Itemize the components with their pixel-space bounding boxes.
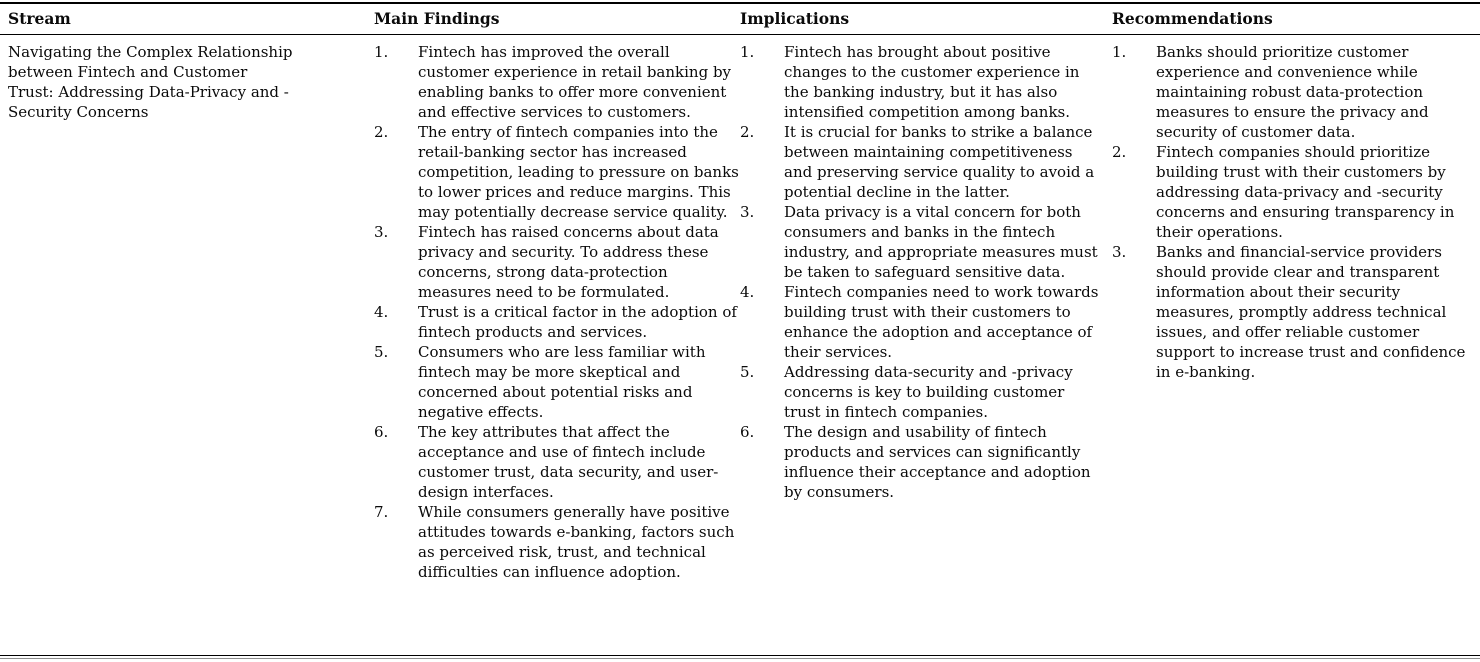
table-bottom-rule (0, 655, 1480, 659)
list-item (740, 282, 1112, 362)
item-text: Fintech has improved the overall customer experience in retail banking by enabling banks to offer more convenient and effective services to customers. (418, 43, 732, 121)
item-text: Consumers who are less familiar with fintech may be more skeptical and concerned about potential risks and negative effects. (418, 343, 706, 421)
item-text: Fintech has raised concerns about data privacy and security. To address these concerns, strong data-protection measures need to be formulated. (418, 223, 719, 301)
item-text: Banks should prioritize customer experience and convenience while maintaining robust data-protection measures to ensure the privacy and security of customer data. (1156, 43, 1429, 141)
recommendations-cell (1112, 35, 1480, 382)
item-number: 4. (740, 283, 755, 301)
list-item (1112, 42, 1480, 142)
stream-title: Navigating the Complex Relationship between Fintech and Customer Trust: Addressing Data-Privacy and -Security Concerns (8, 43, 293, 121)
list-item (374, 422, 740, 502)
list-item (740, 122, 1112, 202)
item-text: Data privacy is a vital concern for both consumers and banks in the fintech industry, and appropriate measures must be taken to safeguard sensitive data. (784, 203, 1098, 281)
list-item (740, 42, 1112, 122)
item-number: 3. (374, 223, 389, 241)
table-body-row (0, 35, 1480, 655)
column-header-implications: Implications (740, 9, 850, 28)
column-header-stream: Stream (8, 9, 71, 28)
item-text: The key attributes that affect the acceptance and use of fintech include customer trust, data security, and user-design interfaces. (418, 423, 719, 501)
list-item (374, 42, 740, 122)
item-text: The design and usability of fintech products and services can significantly influence their acceptance and adoption by consumers. (784, 423, 1091, 501)
stream-cell (0, 35, 374, 122)
item-text: The entry of fintech companies into the retail-banking sector has increased competition, leading to pressure on banks to lower prices and reduce margins. This may potentially decrease service quality. (418, 123, 739, 221)
item-number: 5. (740, 363, 755, 381)
item-number: 2. (1112, 143, 1127, 161)
item-number: 6. (374, 423, 389, 441)
column-header-main-findings: Main Findings (374, 9, 500, 28)
item-number: 2. (740, 123, 755, 141)
column-header-recommendations: Recommendations (1112, 9, 1273, 28)
list-item (374, 342, 740, 422)
list-item (740, 202, 1112, 282)
item-number: 7. (374, 503, 389, 521)
item-number: 1. (1112, 43, 1127, 61)
table-header-row (0, 4, 1480, 34)
item-number: 5. (374, 343, 389, 361)
item-text: Banks and financial-service providers should provide clear and transparent information about their security measures, promptly address technical issues, and offer reliable customer support to increase trust and confidence in e-banking. (1156, 243, 1466, 381)
list-item (1112, 242, 1480, 382)
item-text: Fintech companies should prioritize building trust with their customers by addressing data-privacy and -security concerns and ensuring transparency in their operations. (1156, 143, 1455, 241)
item-text: Fintech has brought about positive changes to the customer experience in the banking industry, but it has also intensified competition among banks. (784, 43, 1080, 121)
list-item (374, 122, 740, 222)
item-number: 3. (740, 203, 755, 221)
list-item (1112, 142, 1480, 242)
item-text: It is crucial for banks to strike a balance between maintaining competitiveness and preserving service quality to avoid a potential decline in the latter. (784, 123, 1095, 201)
item-text: Fintech companies need to work towards building trust with their customers to enhance the adoption and acceptance of their services. (784, 283, 1099, 361)
list-item (740, 362, 1112, 422)
list-item (374, 502, 740, 582)
list-item (374, 302, 740, 342)
item-number: 1. (740, 43, 755, 61)
item-text: Trust is a critical factor in the adoption of fintech products and services. (418, 303, 737, 341)
item-number: 6. (740, 423, 755, 441)
main-findings-cell (374, 35, 740, 582)
implications-cell (740, 35, 1112, 502)
item-text: While consumers generally have positive attitudes towards e-banking, factors such as perceived risk, trust, and technical difficulties can influence adoption. (418, 503, 735, 581)
list-item (740, 422, 1112, 502)
item-number: 1. (374, 43, 389, 61)
item-text: Addressing data-security and -privacy concerns is key to building customer trust in fintech companies. (784, 363, 1073, 421)
item-number: 2. (374, 123, 389, 141)
item-number: 3. (1112, 243, 1127, 261)
item-number: 4. (374, 303, 389, 321)
list-item (374, 222, 740, 302)
